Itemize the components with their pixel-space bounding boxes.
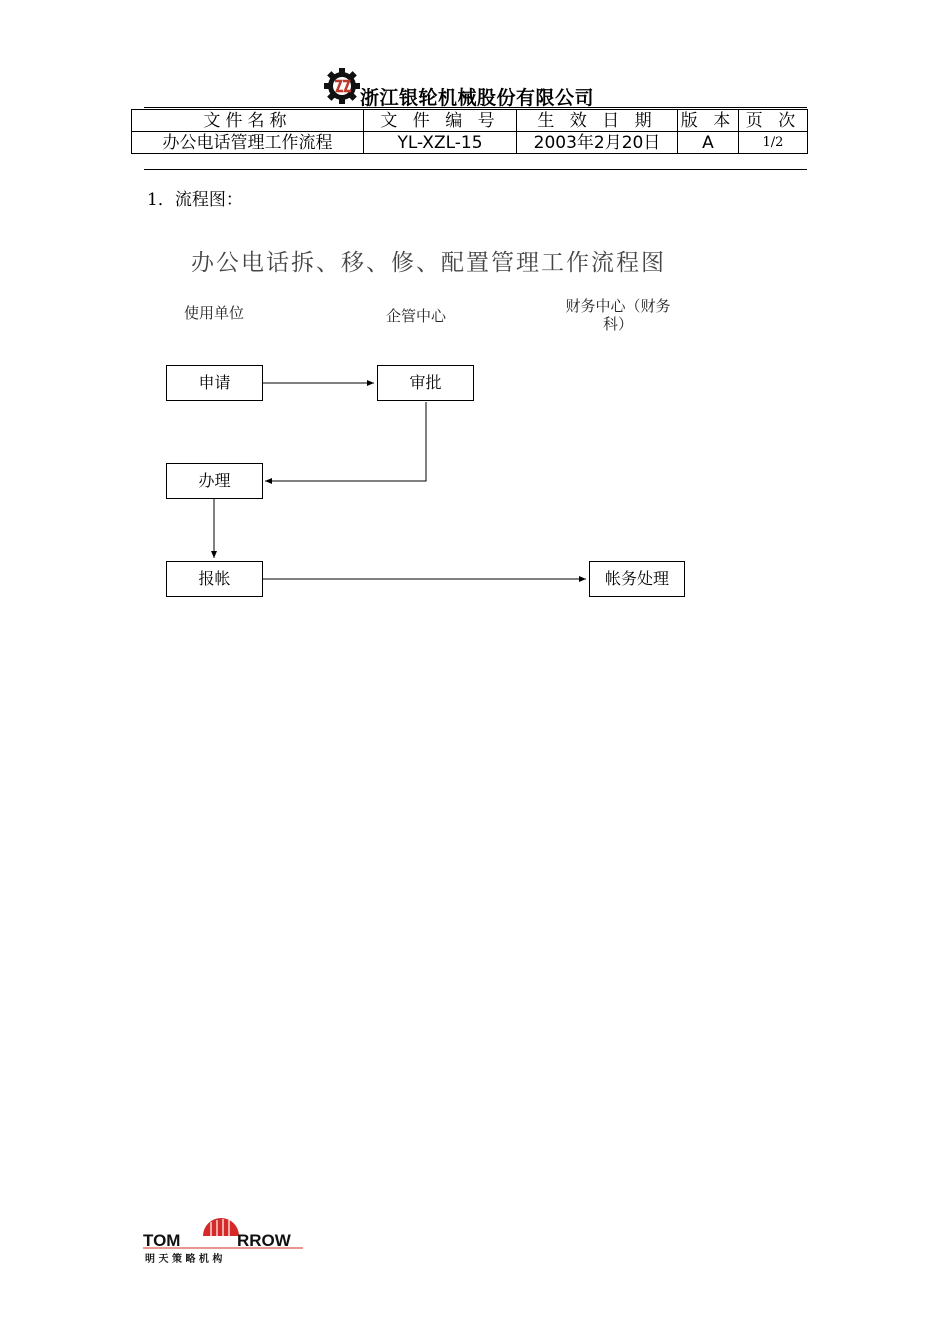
value-effective-date: 2003年2月20日 (517, 132, 678, 154)
tomorrow-brand-logo-icon (143, 1212, 303, 1268)
node-apply: 申请 (166, 365, 263, 401)
lane-label-management-center: 企管中心 (385, 307, 446, 325)
header-version: 版 本 (678, 110, 739, 132)
value-page: 1/2 (739, 132, 808, 154)
brand-sun-icon (203, 1218, 239, 1236)
header-file-number: 文 件 编 号 (364, 110, 517, 132)
brand-text-left: TOM (143, 1231, 181, 1250)
node-reimburse: 报帐 (166, 561, 263, 597)
brand-text-right: RROW (237, 1231, 291, 1250)
brand-tagline: 明 天 策 略 机 构 (145, 1254, 223, 1265)
arrow-approve-to-handle (265, 402, 426, 481)
lane-label-user-unit: 使用单位 (183, 304, 244, 322)
header-effective-date: 生 效 日 期 (517, 110, 678, 132)
flowchart-title: 办公电话拆、移、修、配置管理工作流程图 (191, 250, 666, 276)
section-title: 1．流程图： (147, 190, 243, 210)
node-accounting: 帐务处理 (589, 561, 685, 597)
header-page: 页 次 (739, 110, 808, 132)
value-file-number: YL-XZL-15 (364, 132, 517, 154)
value-file-name: 办公电话管理工作流程 (132, 132, 364, 154)
node-approve: 审批 (377, 365, 474, 401)
header-file-name: 文件名称 (132, 110, 364, 132)
node-handle: 办理 (166, 463, 263, 499)
company-name: 浙江银轮机械股份有限公司 (360, 87, 595, 109)
value-version: A (678, 132, 739, 154)
lane-label-finance-center: 财务中心（财务科） (565, 297, 671, 333)
